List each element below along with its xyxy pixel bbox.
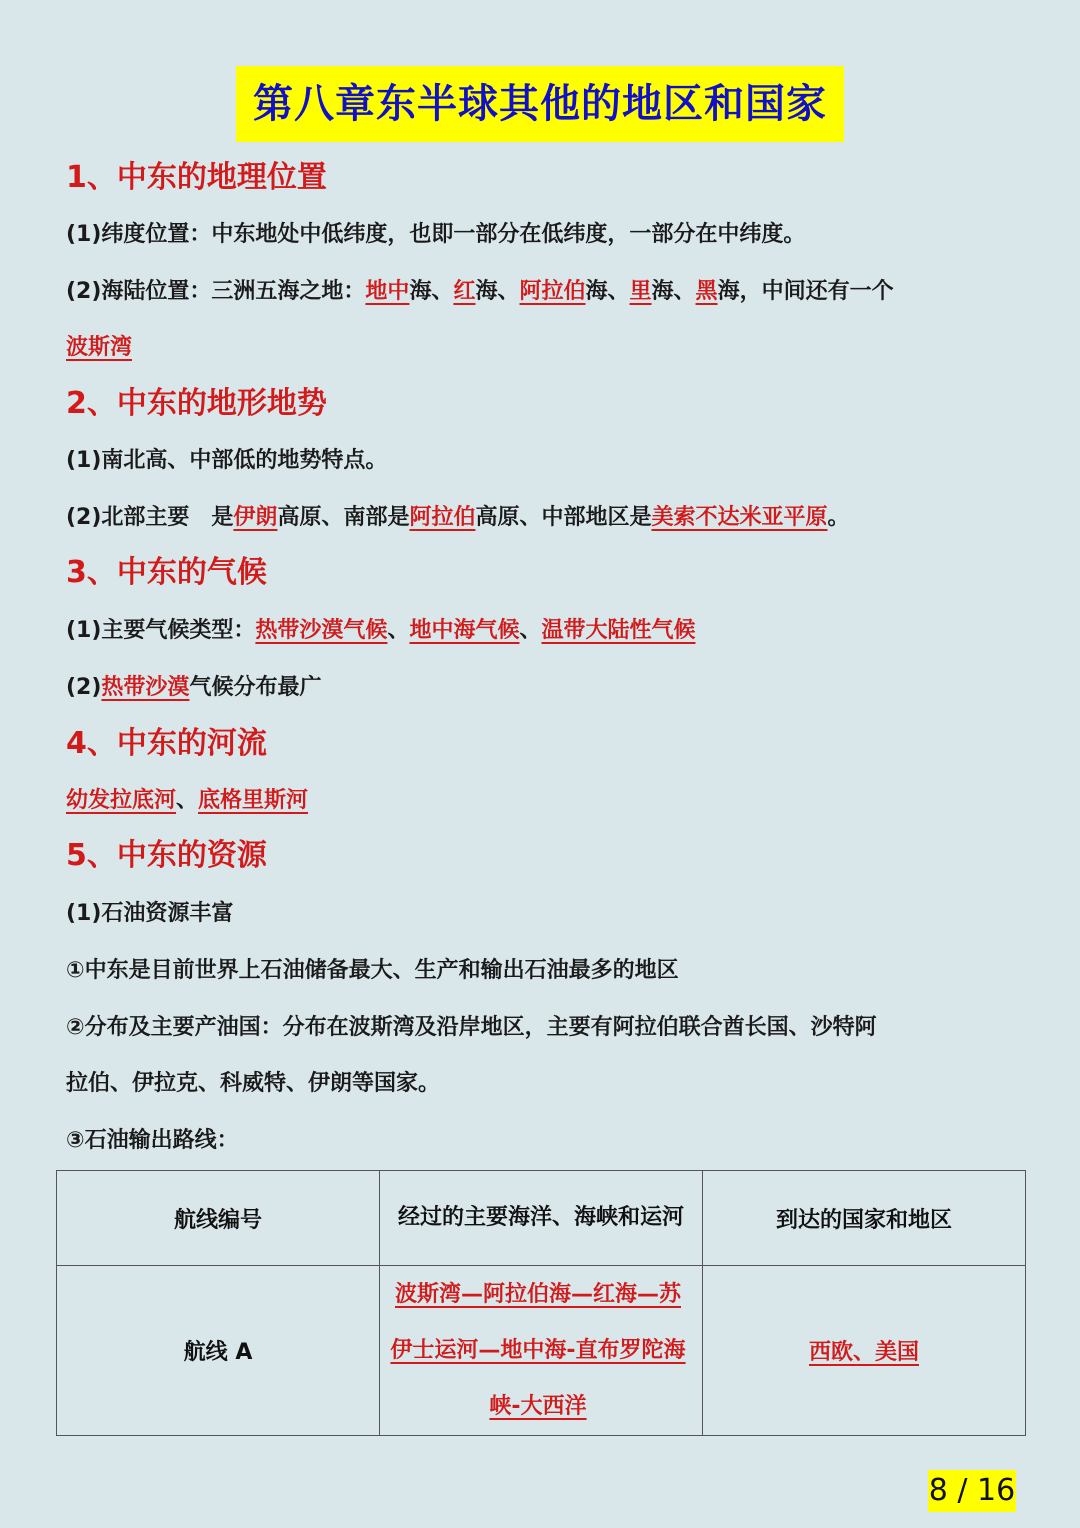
text: 海、 [409,279,454,304]
keyword: 阿拉伯 [409,505,476,530]
keyword: 阿拉伯 [519,279,586,304]
section-4-heading: 4、中东的河流 [66,726,267,761]
text: 海、 [475,279,520,304]
s5-oil-distribution-cont: 拉伯、伊拉克、科威特、伊朗等国家。 [66,1071,441,1096]
text: 、 [387,618,410,643]
text: 高原、南部是 [277,505,410,530]
route-destination: 西欧、美国 [808,1340,919,1365]
text: (1)主要气候类型： [66,618,256,643]
table-row [57,1266,1026,1436]
s3-climate-types [66,615,696,647]
keyword: 幼发拉底河 [66,788,177,813]
text: (2)海陆位置：三洲五海之地： [66,279,366,304]
section-3-heading: 3、中东的气候 [66,555,267,590]
s1-latitude: (1)纬度位置：中东地处中低纬度，也即一部分在低纬度，一部分在中纬度。 [66,222,806,247]
text: 、 [176,788,199,813]
text: 、 [519,618,542,643]
section-2-heading: 2、中东的地形地势 [66,386,327,421]
page-number: 8 / 16 [928,1470,1016,1512]
table-header-cell: 到达的国家和地区 [703,1171,1026,1266]
route-path-cell [380,1266,703,1436]
keyword: 红 [453,279,476,304]
s1-sea-land [66,276,894,308]
text: 气候分布最广 [189,675,322,700]
s3-climate-widest [66,672,321,704]
text: 高原、中部地区是 [475,505,652,530]
s4-rivers [66,785,308,817]
s5-oil-rich: (1)石油资源丰富 [66,901,234,926]
table-header-cell: 航线编号 [57,1171,380,1266]
s5-oil-distribution: ②分布及主要产油国：分布在波斯湾及沿岸地区，主要有阿拉伯联合酋长国、沙特阿 [66,1015,877,1040]
text: 海，中间还有一个 [717,279,894,304]
route-dest-cell [703,1266,1026,1436]
text: 。 [827,505,850,530]
table-header-cell [380,1171,703,1266]
keyword: 伊朗 [233,505,278,530]
text: (2)北部主要 是 [66,505,234,530]
keyword: 热带沙漠 [101,675,190,700]
keyword: 里 [629,279,652,304]
table-header-row [57,1171,1026,1266]
oil-route-table [56,1170,1026,1436]
s2-plateaus [66,502,850,534]
text: 海、 [651,279,696,304]
page-title: 第八章东半球其他的地区和国家 [236,66,844,142]
keyword: 波斯湾 [66,335,133,360]
keyword: 热带沙漠气候 [255,618,388,643]
text: 海、 [585,279,630,304]
keyword: 美索不达米亚平原 [651,505,828,530]
keyword: 底格里斯河 [198,788,309,813]
keyword: 温带大陆性气候 [541,618,696,643]
keyword: 地中 [365,279,410,304]
keyword: 地中海气候 [409,618,520,643]
s2-terrain: (1)南北高、中部低的地势特点。 [66,448,388,473]
s5-oil-largest: ①中东是目前世界上石油储备最大、生产和输出石油最多的地区 [66,958,679,983]
header-text: 经过的主要海洋、海峡和运河 [397,1205,684,1230]
section-1-heading: 1、中东的地理位置 [66,160,327,195]
keyword: 黑 [695,279,718,304]
route-path-text: 波斯湾—阿拉伯海—红海—苏伊士运河—地中海-直布罗陀海峡-大西洋 [390,1281,686,1419]
s5-oil-routes-label: ③石油输出路线： [66,1128,239,1153]
s1-sea-land-cont [66,332,132,364]
text: (2) [66,675,102,700]
route-id-cell: 航线 A [57,1266,380,1436]
section-5-heading: 5、中东的资源 [66,838,267,873]
